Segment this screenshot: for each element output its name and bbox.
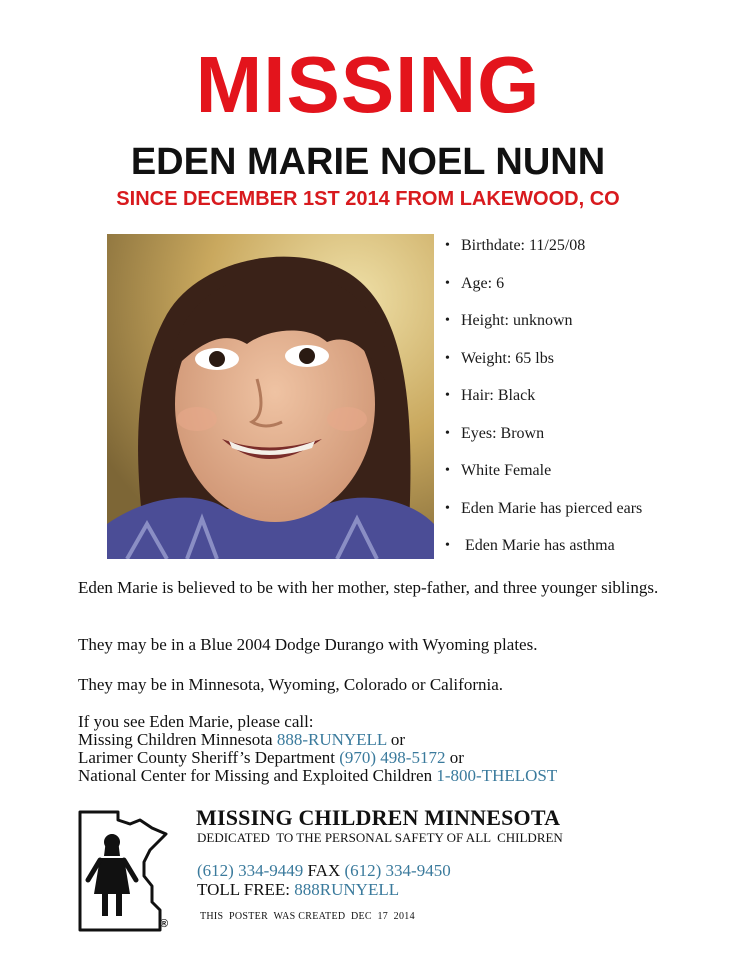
- fact-height: • Height: unknown: [443, 307, 733, 345]
- companions-paragraph: Eden Marie is believed to be with her mother, step-father, and three younger siblings.: [78, 578, 659, 597]
- bullet-icon: •: [445, 313, 450, 328]
- toll-free-label: TOLL FREE:: [197, 880, 291, 899]
- bullet-icon: •: [445, 463, 450, 478]
- toll-free-number[interactable]: 888RUNYELL: [294, 880, 400, 899]
- org-phone[interactable]: (612) 334-9449: [197, 861, 304, 880]
- missing-since-line: SINCE DECEMBER 1ST 2014 FROM LAKEWOOD, CO: [116, 188, 620, 210]
- missing-headline: MISSING: [195, 40, 541, 129]
- bullet-icon: •: [445, 275, 450, 291]
- registered-mark: ®: [160, 918, 169, 930]
- minnesota-child-logo-icon: [78, 810, 176, 934]
- locations-paragraph: They may be in Minnesota, Wyoming, Colorado or California.: [78, 675, 503, 694]
- org-name: MISSING CHILDREN MINNESOTA: [196, 805, 561, 830]
- phone-link-mcm[interactable]: 888-RUNYELL: [276, 730, 387, 749]
- child-portrait-photo-icon: [107, 234, 434, 559]
- fact-race-sex: • White Female: [443, 457, 733, 495]
- contact-ncmec: National Center for Missing and Exploited Children 1-800-THELOST: [78, 766, 558, 785]
- poster-created-date: THIS POSTER WAS CREATED DEC 17 2014: [200, 911, 415, 922]
- org-fax[interactable]: (612) 334-9450: [344, 861, 451, 880]
- bullet-icon: •: [445, 538, 450, 553]
- phone-link-larimer[interactable]: (970) 498-5172: [339, 748, 446, 767]
- child-details-list: [443, 232, 733, 570]
- contact-mcm: Missing Children Minnesota 888-RUNYELL or: [78, 730, 406, 749]
- phone-link-ncmec[interactable]: 1-800-THELOST: [436, 766, 558, 785]
- fax-label: FAX: [307, 861, 341, 880]
- bullet-icon: •: [445, 350, 450, 366]
- bullet-icon: •: [445, 238, 450, 253]
- fact-asthma: • Eden Marie has asthma: [443, 532, 733, 570]
- org-phone-line: [197, 861, 451, 881]
- org-tagline: DEDICATED TO THE PERSONAL SAFETY OF ALL CHILDREN: [197, 830, 563, 845]
- org-toll-line: [197, 880, 399, 900]
- child-name: EDEN MARIE NOEL NUNN: [130, 141, 606, 183]
- fact-age: • Age: 6: [443, 270, 733, 308]
- fact-eyes: • Eyes: Brown: [443, 420, 733, 458]
- bullet-icon: •: [445, 425, 450, 441]
- call-intro: If you see Eden Marie, please call:: [78, 712, 314, 731]
- bullet-icon: •: [445, 500, 450, 516]
- fact-hair: • Hair: Black: [443, 382, 733, 420]
- bullet-icon: •: [445, 388, 450, 403]
- contact-larimer: Larimer County Sheriff’s Department (970) 498-5172 or: [78, 748, 464, 767]
- child-photo: [107, 234, 434, 559]
- contact-block: [78, 713, 557, 785]
- vehicle-paragraph: They may be in a Blue 2004 Dodge Durango with Wyoming plates.: [78, 635, 538, 654]
- fact-weight: • Weight: 65 lbs: [443, 345, 733, 383]
- fact-birthdate: • Birthdate: 11/25/08: [443, 232, 733, 270]
- fact-pierced-ears: • Eden Marie has pierced ears: [443, 495, 733, 533]
